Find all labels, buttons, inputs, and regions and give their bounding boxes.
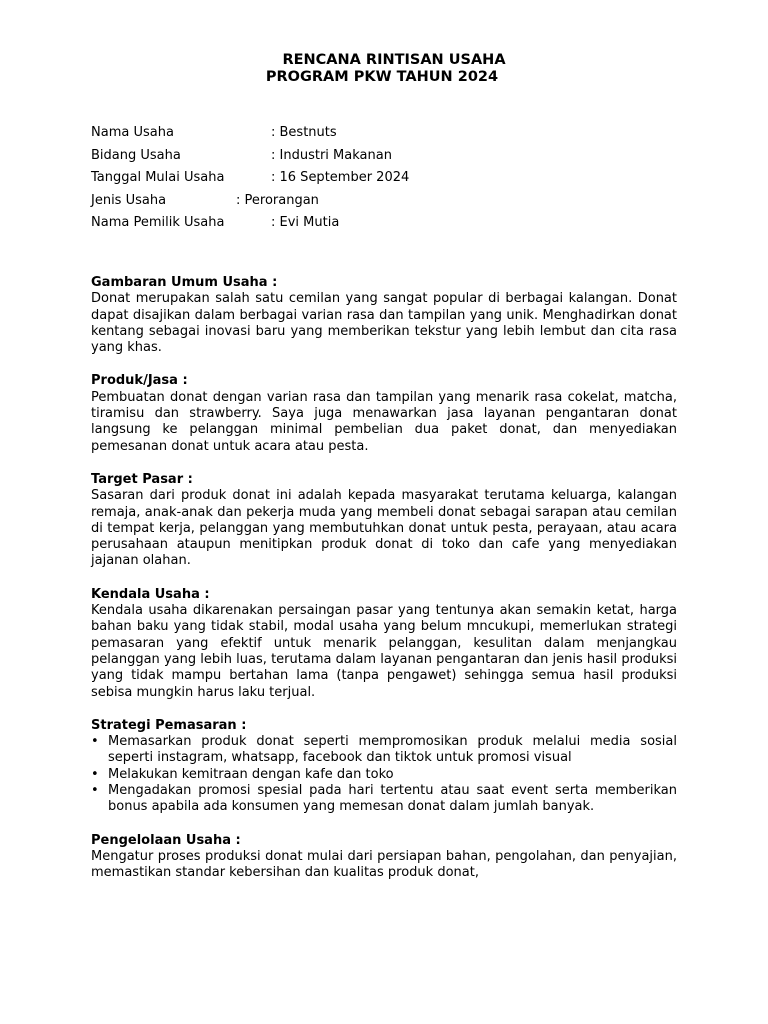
section-heading: Kendala Usaha : xyxy=(91,586,210,602)
section-paragraph: Pembuatan donat dengan varian rasa dan tampilan yang menarik rasa cokelat, matcha, tiramisu dan strawberry. Saya juga menawarkan jasa layanan pengantaran donat langsung ke pelanggan minimal pembelian dua paket donat, dan menyediakan pemesanan donat untuk acara atau pesta. xyxy=(91,389,677,454)
list-item xyxy=(91,783,677,816)
document-body xyxy=(91,275,677,899)
info-label: Nama Usaha xyxy=(91,125,174,140)
title-line-1: RENCANA RINTISAN USAHA xyxy=(282,52,506,68)
info-value: : Evi Mutia xyxy=(271,215,340,230)
section-paragraph: Mengatur proses produksi donat mulai dari persiapan bahan, pengolahan, dan penyajian, memastikan standar kebersihan dan kualitas produk donat, xyxy=(91,848,677,881)
section-heading: Strategi Pemasaran : xyxy=(91,717,247,733)
section-pengelolaan-usaha xyxy=(91,833,677,882)
section-paragraph: Donat merupakan salah satu cemilan yang sangat popular di berbagai kalangan. Donat dapat disajikan dalam berbagai varian rasa dan tampilan yang unik. Menghadirkan donat kentang sebagai inovasi baru yang memberikan tekstur yang lebih lembut dan cita rasa yang khas. xyxy=(91,291,677,356)
section-produk-jasa xyxy=(91,373,677,454)
document-title xyxy=(0,52,768,86)
title-line-2: PROGRAM PKW TAHUN 2024 xyxy=(265,69,499,85)
bullet-icon: • xyxy=(91,766,99,782)
section-target-pasar xyxy=(91,472,677,570)
strategy-list xyxy=(91,734,677,815)
section-heading: Pengelolaan Usaha : xyxy=(91,832,241,848)
list-item xyxy=(91,734,677,767)
section-heading: Gambaran Umum Usaha : xyxy=(91,275,278,290)
section-strategi-pemasaran xyxy=(91,718,677,816)
info-label: Bidang Usaha xyxy=(91,147,181,163)
section-heading: Target Pasar : xyxy=(91,471,193,487)
info-label: Tanggal Mulai Usaha xyxy=(91,170,225,185)
list-item-text: Mengadakan promosi spesial pada hari tertentu atau saat event serta memberikan bonus apabila ada konsumen yang memesan donat dalam jumlah banyak. xyxy=(108,783,677,815)
info-value: : Bestnuts xyxy=(271,125,337,140)
info-label: Nama Pemilik Usaha xyxy=(91,215,225,230)
section-kendala-usaha xyxy=(91,587,677,701)
section-paragraph: Kendala usaha dikarenakan persaingan pasar yang tentunya akan semakin ketat, harga bahan baku yang tidak stabil, modal usaha yang belum mncukupi, memerlukan strategi pemasaran yang efektif untuk menarik pelanggan, kesulitan dalam menjangkau pelanggan yang lebih luas, terutama dalam layanan pengantaran dan jenis hasil produksi yang tidak mampu bertahan lama (tanpa pengawet) sehingga semua hasil produksi sebisa mungkin harus laku terjual. xyxy=(91,603,677,700)
info-value: : Perorangan xyxy=(236,192,319,208)
section-gambaran-umum xyxy=(91,275,677,356)
info-label: Jenis Usaha xyxy=(91,192,167,208)
section-heading: Produk/Jasa : xyxy=(91,373,188,389)
bullet-icon: • xyxy=(91,734,99,750)
info-value: : Industri Makanan xyxy=(271,147,392,163)
list-item-text: Memasarkan produk donat seperti mempromosikan produk melalui media sosial seperti instagram, whatsapp, facebook dan tiktok untuk promosi visual xyxy=(108,734,677,766)
info-value: : 16 September 2024 xyxy=(271,170,410,185)
bullet-icon: • xyxy=(91,783,99,799)
list-item-text: Melakukan kemitraan dengan kafe dan toko xyxy=(108,766,394,782)
list-item xyxy=(91,767,677,783)
section-paragraph: Sasaran dari produk donat ini adalah kepada masyarakat terutama keluarga, kalangan remaja, anak-anak dan pekerja muda yang membeli donat sebagai sarapan atau cemilan di tempat kerja, pelanggan yang membutuhkan donat untuk pesta, perayaan, atau acara perusahaan ataupun menitipkan produk donat di toko dan cafe yang menyediakan jajanan olahan. xyxy=(91,488,677,569)
